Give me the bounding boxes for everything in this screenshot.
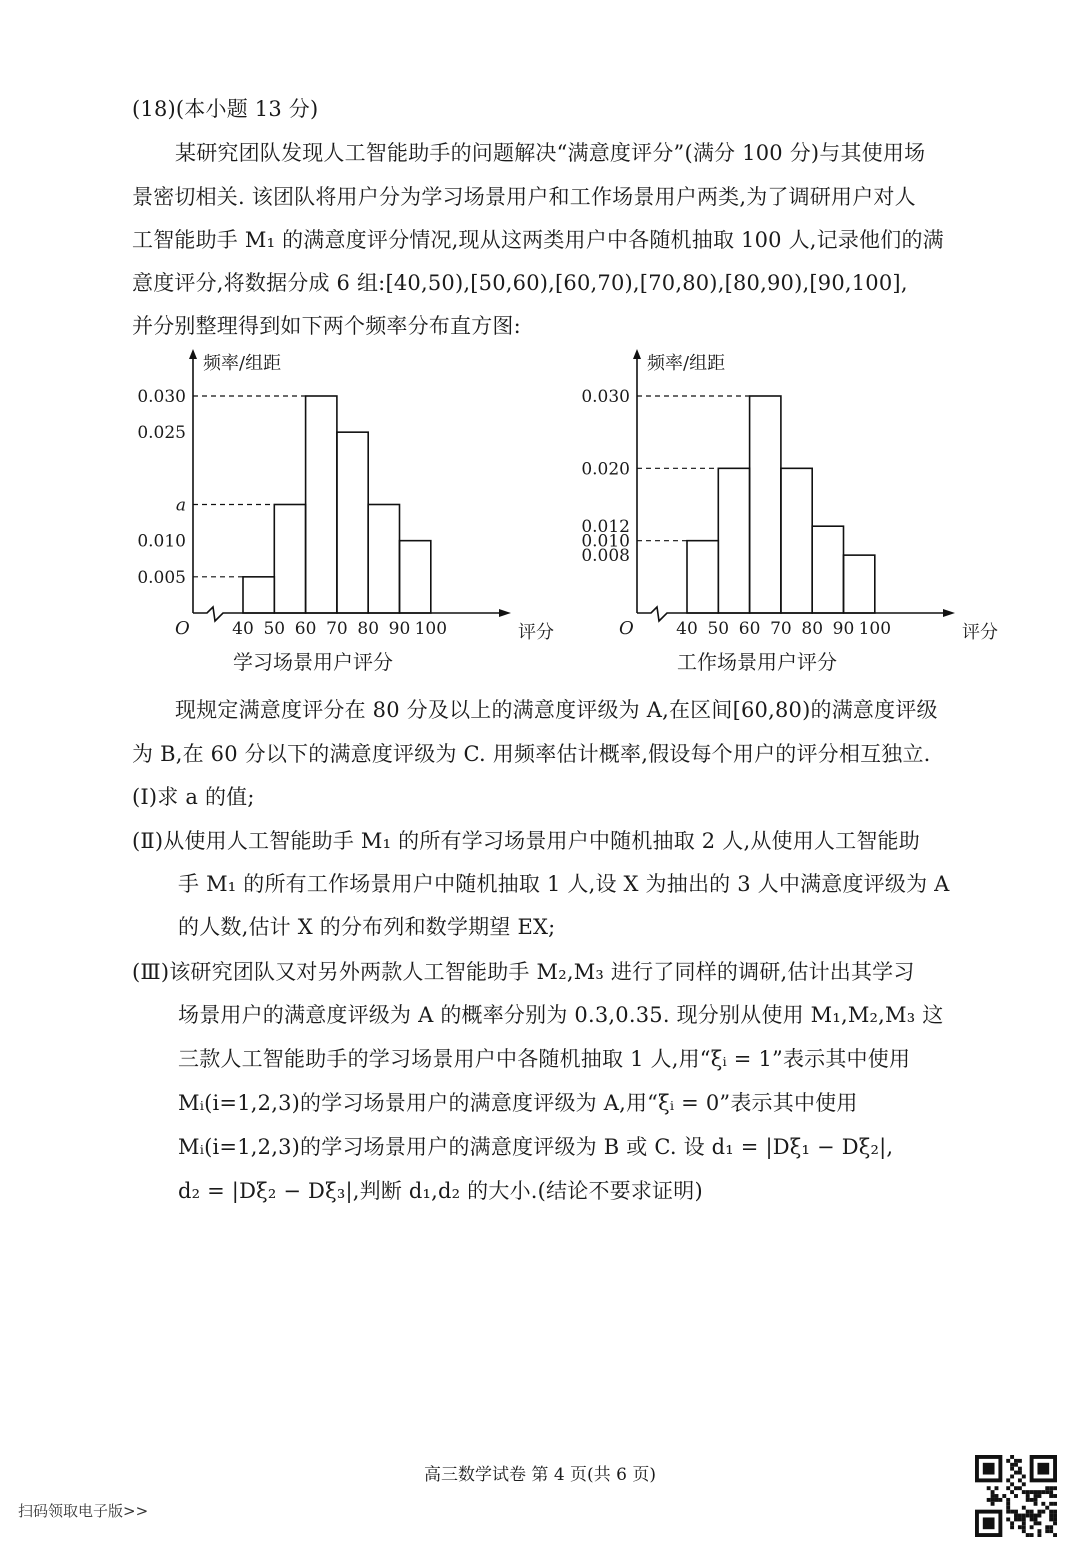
y-tick-label: 0.020 [581,459,630,480]
y-tick-label: a [175,495,186,516]
y-tick-label: 0.012 [581,517,630,538]
chart-title: 工作场景用户评分 [677,650,837,674]
x-tick-label: 70 [770,619,792,639]
histogram-bar [274,505,305,614]
x-tick-label: 90 [832,619,855,639]
x-tick-label: 40 [232,619,254,639]
part-3-line-6: d₂ = |Dξ₂ − Dξ₃|,判断 d₁,d₂ 的大小.(结论不要求证明) [178,1179,703,1203]
part-3-line-4: Mᵢ(i=1,2,3)的学习场景用户的满意度评级为 A,用“ξᵢ = 0”表示其中使用 [178,1091,858,1115]
histogram-study-users [130,345,570,685]
y-tick-label: 0.005 [137,567,186,588]
x-tick-label: 60 [738,619,761,639]
part-3-line-2: 场景用户的满意度评级为 A 的概率分别为 0.3,0.35. 现分别从使用 M₁,M₂,M₃ 这 [178,1003,944,1027]
histogram-bar [781,468,812,613]
x-tick-label: 50 [263,619,286,639]
page-footer: 高三数学试卷 第 4 页(共 6 页) [424,1465,656,1485]
histogram-bar [687,541,718,613]
intro-line-2: 景密切相关. 该团队将用户分为学习场景用户和工作场景用户两类,为了调研用户对人 [132,185,916,209]
histogram-bar [337,432,368,613]
histogram-bar [844,555,875,613]
x-tick-label: 60 [294,619,317,639]
x-tick-label: 70 [326,619,348,639]
x-tick-label: 80 [801,619,824,639]
intro-line-5: 并分别整理得到如下两个频率分布直方图: [132,314,521,338]
origin-label: O [619,618,634,639]
x-tick-label: 100 [414,619,448,639]
y-tick-label: 0.010 [581,531,630,552]
x-axis-label: 评分 [962,622,998,643]
rules-line-2: 为 B,在 60 分以下的满意度评级为 C. 用频率估计概率,假设每个用户的评分相互独立. [132,742,931,766]
y-axis-arrow-icon [189,349,197,359]
part-3-line-3: 三款人工智能助手的学习场景用户中各随机抽取 1 人,用“ξᵢ = 1”表示其中使用 [178,1047,911,1071]
part-2-line-1: (Ⅱ)从使用人工智能助手 M₁ 的所有学习场景用户中随机抽取 2 人,从使用人工智能助 [132,829,920,853]
question-header: (18)(本小题 13 分) [132,97,319,121]
x-tick-label: 100 [858,619,892,639]
part-2-line-2: 手 M₁ 的所有工作场景用户中随机抽取 1 人,设 X 为抽出的 3 人中满意度评级为 A [178,872,950,896]
scan-qr-link[interactable]: 扫码领取电子版>> [18,1502,149,1520]
x-tick-label: 40 [676,619,698,639]
x-axis-arrow-icon [943,609,955,617]
origin-label: O [175,618,190,639]
histogram-study-svg [130,345,570,685]
histogram-work-svg [574,345,1014,685]
histogram-bar [306,396,337,613]
x-axis-label: 评分 [518,622,554,643]
y-tick-label: 0.008 [581,546,630,567]
y-tick-label: 0.010 [137,531,186,552]
part-1: (Ⅰ)求 a 的值; [132,785,255,809]
y-axis-arrow-icon [633,349,641,359]
histogram-bar [750,396,781,613]
y-tick-label: 0.030 [581,387,630,407]
histogram-bar [718,468,749,613]
x-axis-arrow-icon [499,609,511,617]
histogram-bar [400,541,431,613]
histogram-bar [368,505,399,614]
intro-line-1: 某研究团队发现人工智能助手的问题解决“满意度评分”(满分 100 分)与其使用场 [175,141,926,165]
y-axis-label: 频率/组距 [647,353,726,374]
intro-line-4: 意度评分,将数据分成 6 组:[40,50),[50,60),[60,70),[70,80),[80,90),[90,100], [132,271,908,295]
x-tick-label: 90 [388,619,411,639]
rules-line-1: 现规定满意度评分在 80 分及以上的满意度评级为 A,在区间[60,80)的满意度评级 [175,698,938,722]
x-tick-label: 50 [707,619,730,639]
part-3-line-1: (Ⅲ)该研究团队又对另外两款人工智能助手 M₂,M₃ 进行了同样的调研,估计出其学习 [132,960,915,984]
y-tick-label: 0.025 [137,423,186,444]
histogram-bar [812,526,843,613]
part-2-line-3: 的人数,估计 X 的分布列和数学期望 EX; [178,915,556,939]
histogram-work-users [574,345,1014,685]
y-axis-label: 频率/组距 [203,353,282,374]
y-tick-label: 0.030 [137,387,186,407]
qr-code-icon[interactable] [975,1455,1057,1537]
chart-title: 学习场景用户评分 [233,650,393,674]
histogram-bar [243,577,274,613]
part-3-line-5: Mᵢ(i=1,2,3)的学习场景用户的满意度评级为 B 或 C. 设 d₁ = |Dξ₁ − Dξ₂|, [178,1135,894,1159]
intro-line-3: 工智能助手 M₁ 的满意度评分情况,现从这两类用户中各随机抽取 100 人,记录他们的满 [132,228,944,252]
x-tick-label: 80 [357,619,380,639]
